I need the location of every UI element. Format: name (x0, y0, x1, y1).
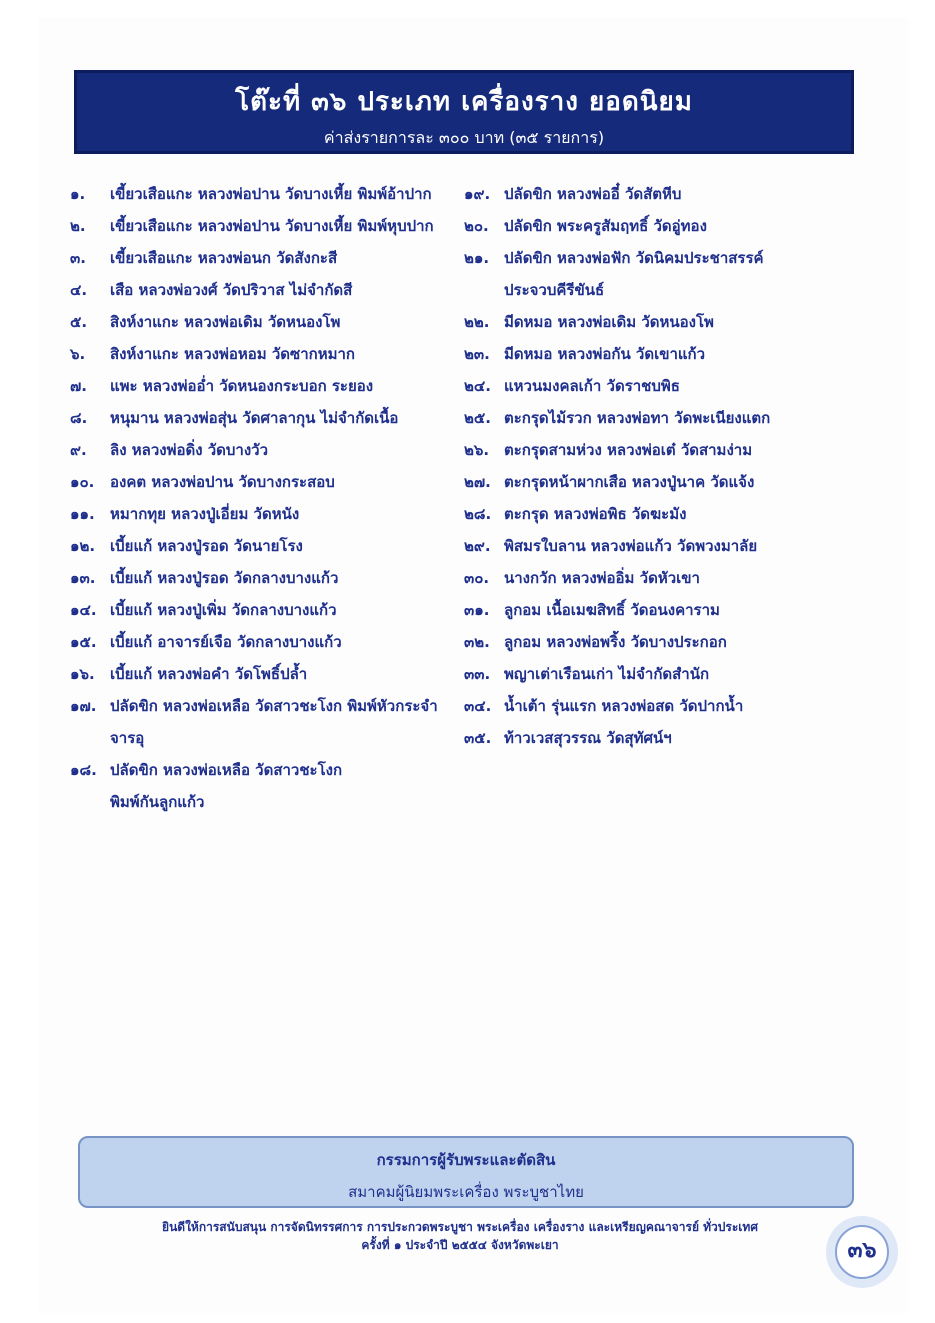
item-text (504, 658, 864, 690)
item-number: ๑๘. (70, 761, 97, 779)
list-item (464, 434, 864, 466)
page-number: ๓๖ (847, 1238, 877, 1263)
list-item (464, 338, 864, 370)
item-text-main: พญาเต่าเรือนเก่า ไม่จำกัดสำนัก (504, 665, 710, 683)
list-item (70, 754, 470, 818)
page-title: โต๊ะที่ ๓๖ ประเภท เครื่องราง ยอดนิยม (235, 87, 693, 117)
item-text-continued: ประจวบคีรีขันธ์ (504, 281, 605, 299)
list-item (464, 178, 864, 210)
item-text-main: ท้าวเวสสุวรรณ วัดสุทัศน์ฯ (504, 729, 672, 747)
list-item (464, 594, 864, 626)
item-text (504, 722, 864, 754)
item-number: ๒๕. (464, 409, 491, 427)
item-text (504, 498, 864, 530)
item-text (110, 562, 470, 594)
item-text (110, 274, 470, 306)
list-item (464, 530, 864, 562)
item-number: ๓๒. (464, 633, 490, 651)
item-number: ๑. (70, 185, 86, 203)
item-text-main: เบี้ยแก้ หลวงปู่เพิ่ม วัดกลางบางแก้ว (110, 601, 337, 619)
item-text-main: องคต หลวงพ่อปาน วัดบางกระสอบ (110, 473, 335, 491)
item-text-continued: จารอุ (110, 729, 145, 747)
item-number: ๑๐. (70, 473, 95, 491)
item-number: ๕. (70, 313, 88, 331)
item-text (110, 530, 470, 562)
item-text-main: เขี้ยวเสือแกะ หลวงพ่อปาน วัดบางเหี้ย พิมพ์อ้าปาก (110, 185, 432, 203)
item-number: ๒๔. (464, 377, 491, 395)
list-item (70, 498, 470, 530)
item-text (110, 178, 470, 210)
item-number: ๑๖. (70, 665, 95, 683)
item-number: ๒๙. (464, 537, 491, 555)
item-text-main: เบี้ยแก้ หลวงปู่รอด วัดนายโรง (110, 537, 303, 555)
item-text (504, 690, 864, 722)
list-item (464, 210, 864, 242)
item-number: ๒. (70, 217, 86, 235)
item-text (110, 338, 470, 370)
list-item (464, 370, 864, 402)
item-text (110, 690, 470, 754)
item-number: ๑๓. (70, 569, 96, 587)
item-number: ๑๑. (70, 505, 95, 523)
list-item (70, 210, 470, 242)
item-text (504, 242, 864, 306)
item-text (504, 338, 864, 370)
item-number: ๙. (70, 441, 87, 459)
item-number: ๓๔. (464, 697, 492, 715)
item-text (504, 562, 864, 594)
item-number: ๗. (70, 377, 87, 395)
item-text-main: เสือ หลวงพ่อวงศ์ วัดปริวาส ไม่จำกัดสี (110, 281, 353, 299)
item-number: ๒๓. (464, 345, 490, 363)
item-text-main: เบี้ยแก้ หลวงปู่รอด วัดกลางบางแก้ว (110, 569, 339, 587)
list-item (70, 178, 470, 210)
item-number: ๑๔. (70, 601, 97, 619)
item-text (110, 210, 470, 242)
item-text-main: ลิง หลวงพ่อดิ่ง วัดบางวัว (110, 441, 269, 459)
item-text (110, 434, 470, 466)
list-item (464, 658, 864, 690)
item-text-main: นางกวัก หลวงพ่ออิ่ม วัดหัวเขา (504, 569, 700, 587)
item-text-main: เขี้ยวเสือแกะ หลวงพ่อปาน วัดบางเหี้ย พิมพ์หุบปาก (110, 217, 434, 235)
item-text (504, 530, 864, 562)
item-text (504, 626, 864, 658)
item-text-main: ปลัดขิก หลวงพ่ออี๋ วัดสัตหีบ (504, 185, 682, 203)
list-item (70, 690, 470, 754)
item-number: ๒๐. (464, 217, 489, 235)
list-item (464, 466, 864, 498)
item-number: ๒๑. (464, 249, 490, 267)
item-text-main: ปลัดขิก พระครูสัมฤทธิ์ วัดอู่ทอง (504, 217, 707, 235)
list-item (70, 562, 470, 594)
item-text-main: แพะ หลวงพ่ออ่ำ วัดหนองกระบอก ระยอง (110, 377, 374, 395)
list-item (70, 658, 470, 690)
bottom-note (120, 1218, 800, 1254)
item-number: ๒๘. (464, 505, 492, 523)
item-number: ๑๕. (70, 633, 97, 651)
item-text-main: สิงห์งาแกะ หลวงพ่อเดิม วัดหนองโพ (110, 313, 341, 331)
list-item (70, 306, 470, 338)
item-text (110, 370, 470, 402)
item-number: ๑๗. (70, 697, 97, 715)
item-number: ๒๒. (464, 313, 490, 331)
item-text-main: มีดหมอ หลวงพ่อกัน วัดเขาแก้ว (504, 345, 706, 363)
item-text (110, 306, 470, 338)
item-number: ๒๖. (464, 441, 490, 459)
item-text (504, 434, 864, 466)
item-text-main: แหวนมงคลเก้า วัดราชบพิธ (504, 377, 680, 395)
item-text-main: ตะกรุด หลวงพ่อพิธ วัดฆะมัง (504, 505, 687, 523)
item-number: ๓๐. (464, 569, 490, 587)
list-item (464, 690, 864, 722)
header-banner (74, 70, 854, 154)
list-item (70, 626, 470, 658)
item-text-main: หนุมาน หลวงพ่อสุ่น วัดศาลากุน ไม่จำกัดเนื้อ (110, 409, 399, 427)
list-item (70, 466, 470, 498)
item-text-main: ลูกอม เนื้อเมฆสิทธิ์ วัดอนงคาราม (504, 601, 720, 619)
list-item (464, 562, 864, 594)
list-item (70, 434, 470, 466)
left-list (70, 178, 470, 818)
item-text (110, 402, 470, 434)
item-text (110, 626, 470, 658)
list-item (70, 530, 470, 562)
item-text-main: ปลัดขิก หลวงพ่อฟัก วัดนิคมประชาสรรค์ (504, 249, 764, 267)
item-number: ๓๓. (464, 665, 491, 683)
list-item (70, 242, 470, 274)
item-text-main: ปลัดขิก หลวงพ่อเหลือ วัดสาวชะโงก (110, 761, 343, 779)
list-item (70, 274, 470, 306)
committee-title: กรรมการผู้รับพระและตัดสิน (376, 1151, 556, 1169)
item-text (504, 210, 864, 242)
item-number: ๓. (70, 249, 86, 267)
list-item (464, 498, 864, 530)
item-text (504, 306, 864, 338)
list-item (70, 370, 470, 402)
item-text-main: เบี้ยแก้ หลวงพ่อคำ วัดโพธิ์ปล้ำ (110, 665, 308, 683)
item-number: ๖. (70, 345, 86, 363)
item-number: ๒๗. (464, 473, 491, 491)
list-item (70, 594, 470, 626)
association-name: สมาคมผู้นิยมพระเครื่อง พระบูชาไทย (348, 1183, 584, 1201)
page-subtitle: ค่าส่งรายการละ ๓๐๐ บาท (๓๕ รายการ) (323, 128, 605, 147)
item-text (504, 466, 864, 498)
list-item (464, 626, 864, 658)
item-number: ๔. (70, 281, 88, 299)
list-item (464, 306, 864, 338)
item-text-main: ตะกรุดไม้รวก หลวงพ่อทา วัดพะเนียงแตก (504, 409, 771, 427)
bottom-note-line1: ยินดีให้การสนับสนุน การจัดนิทรรศการ การประกวดพระบูชา พระเครื่อง เครื่องราง และเหรียญคณาจารย์ ทั่วประเทศ (162, 1220, 758, 1234)
item-text (504, 370, 864, 402)
item-text-main: เขี้ยวเสือแกะ หลวงพ่อนก วัดสังกะสี (110, 249, 338, 267)
list-item (464, 242, 864, 306)
item-text-main: ลูกอม หลวงพ่อพริ้ง วัดบางประกอก (504, 633, 727, 651)
committee-box (78, 1136, 854, 1208)
item-text (504, 178, 864, 210)
item-number: ๓๑. (464, 601, 490, 619)
bottom-note-line2: ครั้งที่ ๑ ประจำปี ๒๕๕๔ จังหวัดพะเยา (361, 1238, 559, 1252)
item-number: ๑๒. (70, 537, 96, 555)
item-text (504, 594, 864, 626)
item-text (110, 754, 470, 818)
item-text-main: ปลัดขิก หลวงพ่อเหลือ วัดสาวชะโงก พิมพ์หัวกระจำ (110, 697, 438, 715)
item-text (110, 498, 470, 530)
item-text-main: ตะกรุดหน้าผากเสือ หลวงปู่นาค วัดแจ้ง (504, 473, 755, 491)
item-number: ๑๙. (464, 185, 491, 203)
item-text-main: พิสมรใบลาน หลวงพ่อแก้ว วัดพวงมาลัย (504, 537, 758, 555)
item-text (504, 402, 864, 434)
item-text-main: สิงห์งาแกะ หลวงพ่อหอม วัดซากหมาก (110, 345, 356, 363)
list-item (464, 402, 864, 434)
list-item (464, 722, 864, 754)
item-text-main: น้ำเต้า รุ่นแรก หลวงพ่อสด วัดปากน้ำ (504, 697, 744, 715)
item-text-main: มีดหมอ หลวงพ่อเดิม วัดหนองโพ (504, 313, 714, 331)
item-text (110, 242, 470, 274)
item-text (110, 594, 470, 626)
list-item (70, 338, 470, 370)
item-number: ๓๕. (464, 729, 492, 747)
item-number: ๘. (70, 409, 88, 427)
item-text (110, 658, 470, 690)
item-text (110, 466, 470, 498)
item-text-continued: พิมพ์กันลูกแก้ว (110, 793, 205, 811)
item-text-main: เบี้ยแก้ อาจารย์เจือ วัดกลางบางแก้ว (110, 633, 342, 651)
right-list (464, 178, 864, 754)
list-item (70, 402, 470, 434)
item-text-main: ตะกรุดสามห่วง หลวงพ่อเต๋ วัดสามง่าม (504, 441, 753, 459)
item-text-main: หมากทุย หลวงปู่เอี่ยม วัดหนัง (110, 505, 300, 523)
